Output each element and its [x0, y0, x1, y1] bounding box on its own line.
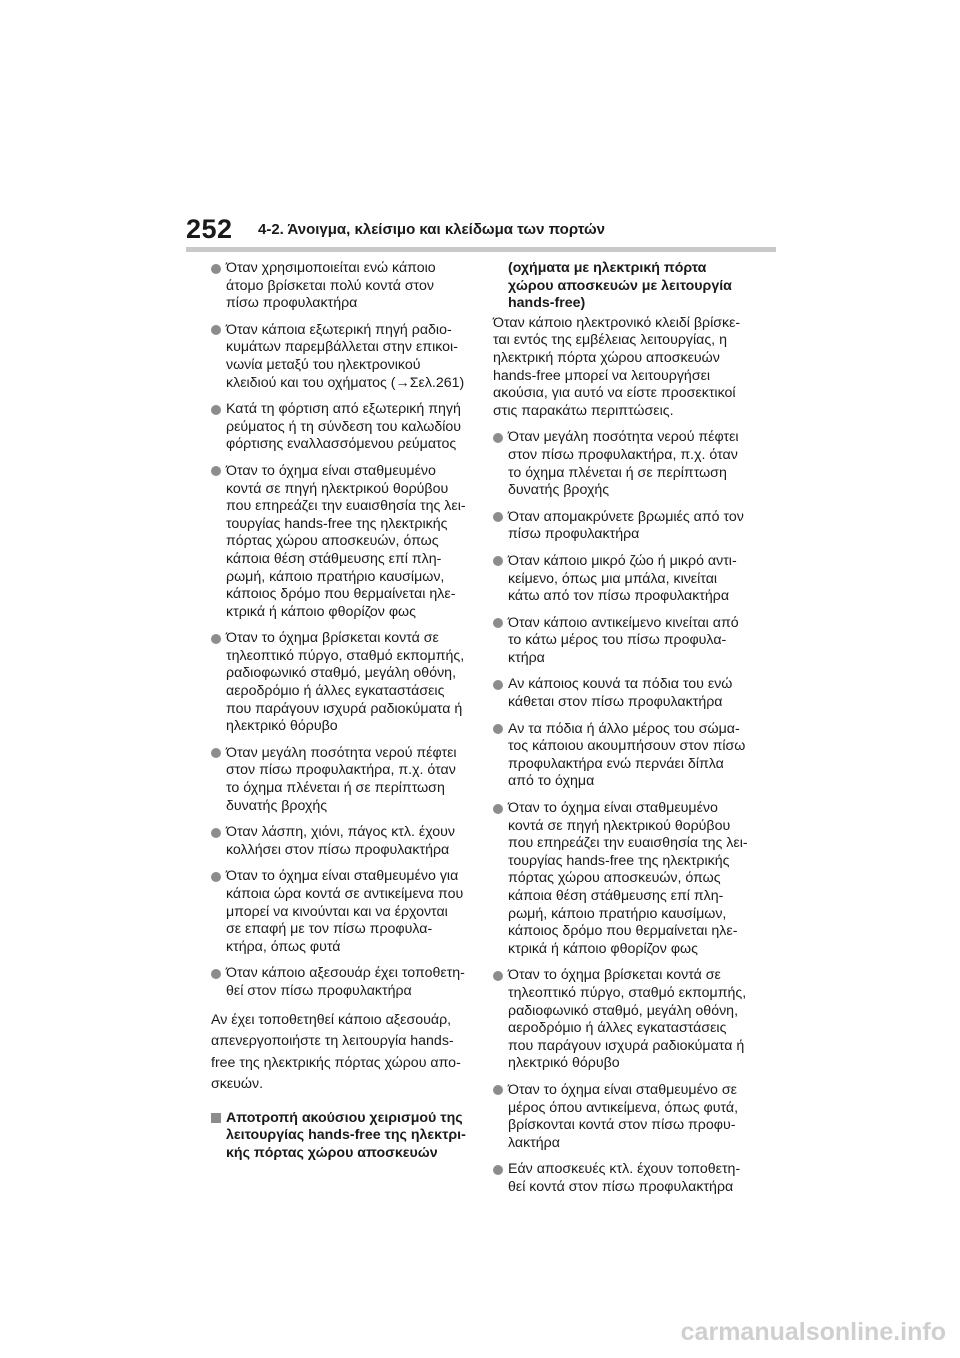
bullet-item: [211, 260, 473, 313]
bullet-dot-icon: [211, 748, 221, 758]
right-column: [493, 260, 755, 1206]
bullet-dot-icon: [211, 405, 221, 415]
bullet-dot-icon: [493, 804, 503, 814]
bullet-text: Όταν το όχημα βρίσκεται κοντά σε τηλεοπτικό πύργο, σταθμό εκπομπής, ραδιοφωνικό σταθμό, μεγάλη οθόνη, αεροδρόμιο ή άλλες εγκαταστάσεις που παράγουν ισχυρά ραδιοκύματα ή ηλεκτρικό θόρυβο: [508, 967, 747, 1072]
bullet-dot-icon: [493, 680, 503, 690]
bullet-dot-icon: [211, 634, 221, 644]
bullet-text: Όταν το όχημα είναι σταθμευμένο κοντά σε πηγή ηλεκτρικού θορύβου που επηρεάζει την ευαισθησία της λει- τουργίας hands-free της ηλεκτρικής πόρτας χώρου αποσκευών, όπως κάποια θέση στάθμευσης επί πλη- ρωμή, κάποιο πρατήριο καυσίμων, κάποιος δρόμο που θερμαίνεται ηλε- κτρικά ή κάποιο φθορίζον φως: [508, 800, 748, 957]
bullet-dot-icon: [493, 724, 503, 734]
bullet-item: [493, 676, 755, 711]
intro-paragraph: Όταν κάποιο ηλεκτρονικό κλειδί βρίσκε- ται εντός της εμβέλειας λειτουργίας, η ηλεκτρική πόρτα χώρου αποσκευών hands-free μπορεί να λειτουργήσει ακούσια, για αυτό να είστε προσεκτικοί στις παρακάτω περιπτώσεις.: [493, 314, 741, 419]
bullet-item: [493, 553, 755, 606]
bullet-dot-icon: [211, 828, 221, 838]
bullet-item: [211, 463, 473, 621]
bullet-text: Όταν κάποιο μικρό ζώο ή μικρό αντι- κείμενο, όπως μια μπάλα, κινείται κάτω από τον πίσω προφυλακτήρα: [508, 552, 737, 605]
bullet-text: Όταν απομακρύνετε βρωμιές από τον πίσω προφυλακτήρα: [508, 508, 744, 543]
left-column: [211, 260, 473, 1162]
section-heading: [211, 1110, 473, 1163]
bullet-text: Όταν το όχημα είναι σταθμευμένο κοντά σε πηγή ηλεκτρικού θορύβου που επηρεάζει την ευαισθησία της λει- τουργίας hands-free της ηλεκτρικής πόρτας χώρου αποσκευών, όπως κάποια θέση στάθμευσης επί πλη- ρωμή, κάποιο πρατήριο καυσίμων, κάποιος δρόμο που θερμαίνεται ηλε- κτρικά ή κάποιο φθορίζον φως: [226, 462, 466, 620]
bullet-dot-icon: [493, 512, 503, 522]
bullet-item: [493, 615, 755, 668]
bullet-item: [493, 800, 755, 958]
bullet-dot-icon: [493, 1085, 503, 1095]
bullet-item: [211, 868, 473, 956]
bullet-item: [211, 401, 473, 454]
bullet-item: [211, 630, 473, 736]
bullet-text: Όταν κάποια εξωτερική πηγή ραδιο- κυμάτων παρεμβάλλεται στην επικοι- νωνία μεταξύ του ηλεκτρονικού κλειδιού και του οχήματος (→Σελ.261): [226, 321, 465, 391]
bullet-dot-icon: [211, 872, 221, 882]
bullet-item: [211, 322, 473, 392]
bullet-text: Όταν χρησιμοποιείται ενώ κάποιο άτομο βρίσκεται πολύ κοντά στον πίσω προφυλακτήρα: [226, 260, 436, 312]
bullet-dot-icon: [493, 618, 503, 628]
bullet-item: [493, 1161, 755, 1196]
bullet-item: [493, 721, 755, 791]
bullet-item: [493, 509, 755, 544]
header-rule: [186, 247, 776, 252]
bullet-text: Όταν μεγάλη ποσότητα νερού πέφτει στον πίσω προφυλακτήρα, π.χ. όταν το όχημα πλένεται ή σε περίπτωση δυνατής βροχής: [508, 429, 739, 499]
bullet-item: [211, 824, 473, 859]
bullet-item: [211, 745, 473, 815]
bullet-dot-icon: [493, 433, 503, 443]
chapter-title: 4-2. Άνοιγμα, κλείσιμο και κλείδωμα των πορτών: [258, 221, 605, 238]
bullet-dot-icon: [493, 556, 503, 566]
bullet-dot-icon: [493, 971, 503, 981]
bullet-dot-icon: [211, 969, 221, 979]
bullet-text: Όταν το όχημα είναι σταθμευμένο για κάποια ώρα κοντά σε αντικείμενα που μπορεί να κινούνται και να έρχονται σε επαφή με τον πίσω προφυλα- κτήρα, όπως φυτά: [226, 868, 464, 955]
bullet-item: [211, 965, 473, 1000]
bullet-text: Όταν μεγάλη ποσότητα νερού πέφτει στον πίσω προφυλακτήρα, π.χ. όταν το όχημα πλένεται ή σε περίπτωση δυνατής βροχής: [226, 744, 457, 814]
bullet-dot-icon: [493, 1165, 503, 1175]
bullet-text: Όταν το όχημα βρίσκεται κοντά σε τηλεοπτικό πύργο, σταθμό εκπομπής, ραδιοφωνικό σταθμό, μεγάλη οθόνη, αεροδρόμιο ή άλλες εγκαταστάσεις που παράγουν ισχυρά ραδιοκύματα ή ηλεκτρικό θόρυβο: [226, 630, 465, 735]
site-watermark: carmanualsonline.info: [680, 1318, 946, 1346]
bullet-text: Αν τα πόδια ή άλλο μέρος του σώμα- τος κάποιου ακουμπήσουν στον πίσω προφυλακτήρα ενώ περνάει δίπλα από το όχημα: [508, 720, 746, 790]
bullet-item: [493, 429, 755, 499]
section-heading-text: Αποτροπή ακούσιου χειρισμού της λειτουργίας hands-free της ηλεκτρι- κής πόρτας χώρου αποσκευών: [226, 1109, 466, 1161]
bullet-text: Όταν κάποιο αξεσουάρ έχει τοποθετη- θεί στον πίσω προφυλακτήρα: [226, 965, 465, 999]
bullet-text: Κατά τη φόρτιση από εξωτερική πηγή ρεύματος ή τη σύνδεση του καλωδίου φόρτισης εναλλασσόμενου ρεύματος: [226, 401, 462, 453]
page-number: 252: [186, 214, 233, 244]
bullet-dot-icon: [211, 466, 221, 476]
accessory-note: Αν έχει τοποθετηθεί κάποιο αξεσουάρ, απενεργοποιήστε τη λειτουργία hands- free της ηλεκτρικής πόρτας χώρου απο- σκευών.: [211, 1011, 461, 1093]
section-square-icon: [211, 1113, 221, 1123]
bullet-text: Αν κάποιος κουνά τα πόδια του ενώ κάθεται στον πίσω προφυλακτήρα: [508, 676, 733, 711]
bullet-dot-icon: [211, 325, 221, 335]
bullet-text: Όταν λάσπη, χιόνι, πάγος κτλ. έχουν κολλήσει στον πίσω προφυλακτήρα: [226, 824, 456, 858]
bullet-text: Όταν το όχημα είναι σταθμευμένο σε μέρος όπου αντικείμενα, όπως φυτά, βρίσκονται κοντά στον πίσω προφυ- λακτήρα: [508, 1081, 739, 1151]
bullet-text: Όταν κάποιο αντικείμενο κινείται από το κάτω μέρος του πίσω προφυλα- κτήρα: [508, 614, 739, 666]
bullet-item: [493, 967, 755, 1073]
section-heading-continued: (οχήματα με ηλεκτρική πόρτα χώρου αποσκευών με λειτουργία hands-free): [508, 260, 732, 312]
bullet-item: [493, 1082, 755, 1152]
bullet-text: Εάν αποσκευές κτλ. έχουν τοποθετη- θεί κοντά στον πίσω προφυλακτήρα: [508, 1161, 741, 1195]
bullet-dot-icon: [211, 264, 221, 274]
